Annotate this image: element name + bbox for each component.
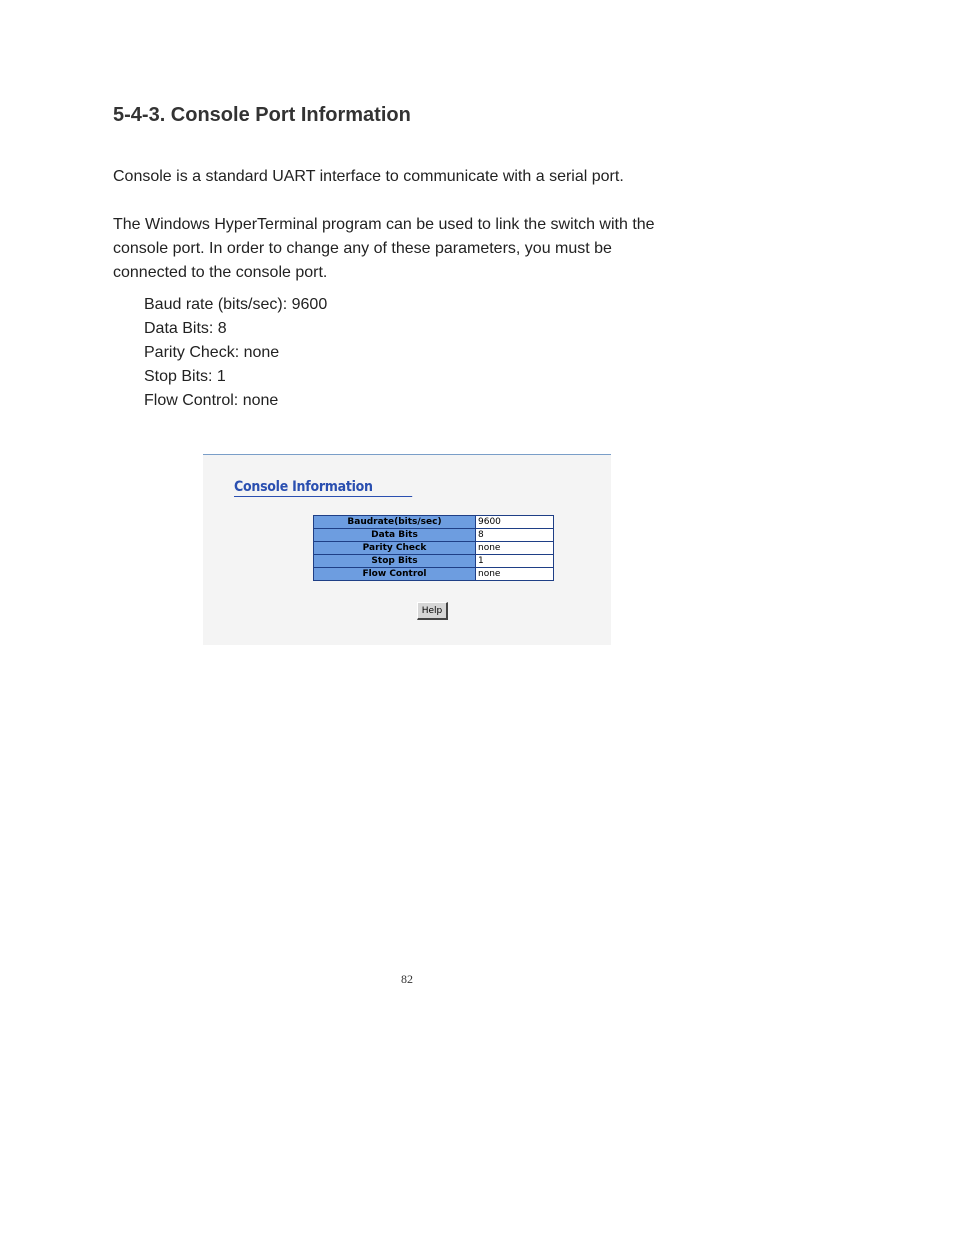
row-value-flow-control: none: [476, 568, 554, 581]
table-row: [314, 555, 554, 568]
hyperterminal-paragraph: [113, 213, 713, 285]
help-button[interactable]: Help: [417, 602, 448, 620]
row-value-data-bits: 8: [476, 529, 554, 542]
paragraph-line: The Windows HyperTerminal program can be used to link the switch with the: [113, 216, 655, 233]
setting-flow-control: Flow Control: none: [144, 392, 279, 409]
row-label-parity-check: Parity Check: [314, 542, 476, 555]
row-value-stop-bits: 1: [476, 555, 554, 568]
setting-baud-rate: Baud rate (bits/sec): 9600: [144, 296, 328, 313]
row-value-parity-check: none: [476, 542, 554, 555]
section-heading: 5-4-3. Console Port Information: [113, 104, 411, 126]
console-settings-list: [144, 293, 327, 413]
table-row: [314, 516, 554, 529]
console-information-title: Console Information: [234, 479, 412, 497]
table-row: [314, 568, 554, 581]
console-information-table: [313, 515, 554, 581]
row-label-flow-control: Flow Control: [314, 568, 476, 581]
table-row: [314, 542, 554, 555]
paragraph-line: connected to the console port.: [113, 264, 328, 281]
row-label-stop-bits: Stop Bits: [314, 555, 476, 568]
intro-paragraph: Console is a standard UART interface to communicate with a serial port.: [113, 168, 624, 185]
paragraph-line: console port. In order to change any of these parameters, you must be: [113, 240, 612, 257]
console-information-screenshot: [203, 454, 611, 645]
row-value-baudrate: 9600: [476, 516, 554, 529]
row-label-data-bits: Data Bits: [314, 529, 476, 542]
row-label-baudrate: Baudrate(bits/sec): [314, 516, 476, 529]
setting-parity-check: Parity Check: none: [144, 344, 280, 361]
table-row: [314, 529, 554, 542]
setting-data-bits: Data Bits: 8: [144, 320, 227, 337]
page-number: 82: [401, 972, 413, 986]
setting-stop-bits: Stop Bits: 1: [144, 368, 226, 385]
